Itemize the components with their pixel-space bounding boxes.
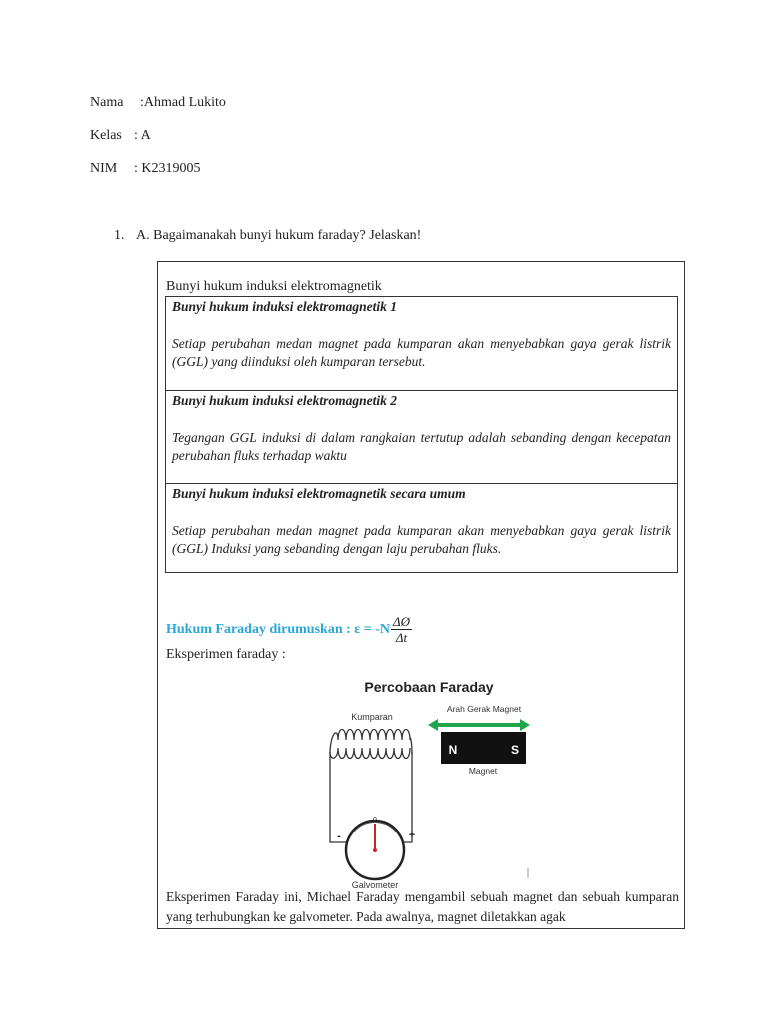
pole-n: N: [448, 743, 458, 757]
formula-numerator: ΔØ: [393, 614, 411, 629]
magnet-label: Magnet: [468, 766, 498, 776]
law-title: Bunyi hukum induksi elektromagnetik secara umum: [172, 486, 466, 501]
class-label: Kelas: [90, 128, 122, 143]
formula-denominator: Δt: [395, 630, 408, 645]
arrow-label: Arah Gerak Magnet: [446, 704, 522, 714]
class-value: : A: [134, 128, 151, 143]
experiment-label: Eksperimen faraday :: [166, 647, 286, 662]
question-text: A. Bagaimanakah bunyi hukum faraday? Jelaskan!: [136, 228, 422, 243]
question-number: 1.: [114, 228, 125, 243]
name-label: Nama: [90, 95, 124, 110]
figure-title: Percobaan Faraday: [364, 679, 494, 695]
law-text: Tegangan GGL induksi di dalam rangkaian tertutup adalah sebanding dengan kecepatan perubahan fluks terhadap waktu: [172, 430, 671, 463]
nim-label: NIM: [90, 161, 118, 176]
law-text: Setiap perubahan medan magnet pada kumparan akan menyebabkan gaya gerak listrik (GGL) yang diinduksi oleh kumparan tersebut.: [172, 336, 671, 369]
answer-intro: Bunyi hukum induksi elektromagnetik: [166, 279, 382, 294]
nim-value: : K2319005: [134, 161, 201, 176]
coil-label: Kumparan: [351, 712, 393, 722]
law-text: Setiap perubahan medan magnet pada kumparan akan menyebabkan gaya gerak listrik (GGL) Induksi yang sebanding dengan laju perubahan fluks.: [172, 523, 671, 556]
formula-label: Hukum Faraday dirumuskan : ε = -N: [166, 621, 390, 637]
meter-minus: -: [337, 830, 341, 842]
faraday-formula: [166, 614, 412, 645]
double-arrow-icon: [428, 719, 530, 731]
law-title: Bunyi hukum induksi elektromagnetik 1: [172, 299, 398, 314]
meter-label: Galvometer: [351, 880, 399, 890]
law-cell: [166, 297, 677, 390]
pole-s: S: [510, 743, 520, 757]
laws-table: [165, 296, 678, 573]
name-value: :Ahmad Lukito: [140, 95, 226, 110]
galvanometer-icon: [346, 821, 404, 879]
formula-fraction: [391, 614, 412, 645]
meter-zero: 0: [373, 817, 377, 824]
meter-plus: +: [408, 829, 416, 841]
faraday-experiment-figure: [316, 672, 542, 894]
coil-icon: [330, 730, 412, 759]
law-cell: [166, 483, 677, 573]
law-title: Bunyi hukum induksi elektromagnetik 2: [172, 393, 398, 408]
law-cell: [166, 390, 677, 483]
experiment-paragraph: Eksperimen Faraday ini, Michael Faraday mengambil sebuah magnet dan sebuah kumparan yang terhubungkan ke galvometer. Pada awalnya, magnet diletakkan agak: [166, 889, 679, 924]
